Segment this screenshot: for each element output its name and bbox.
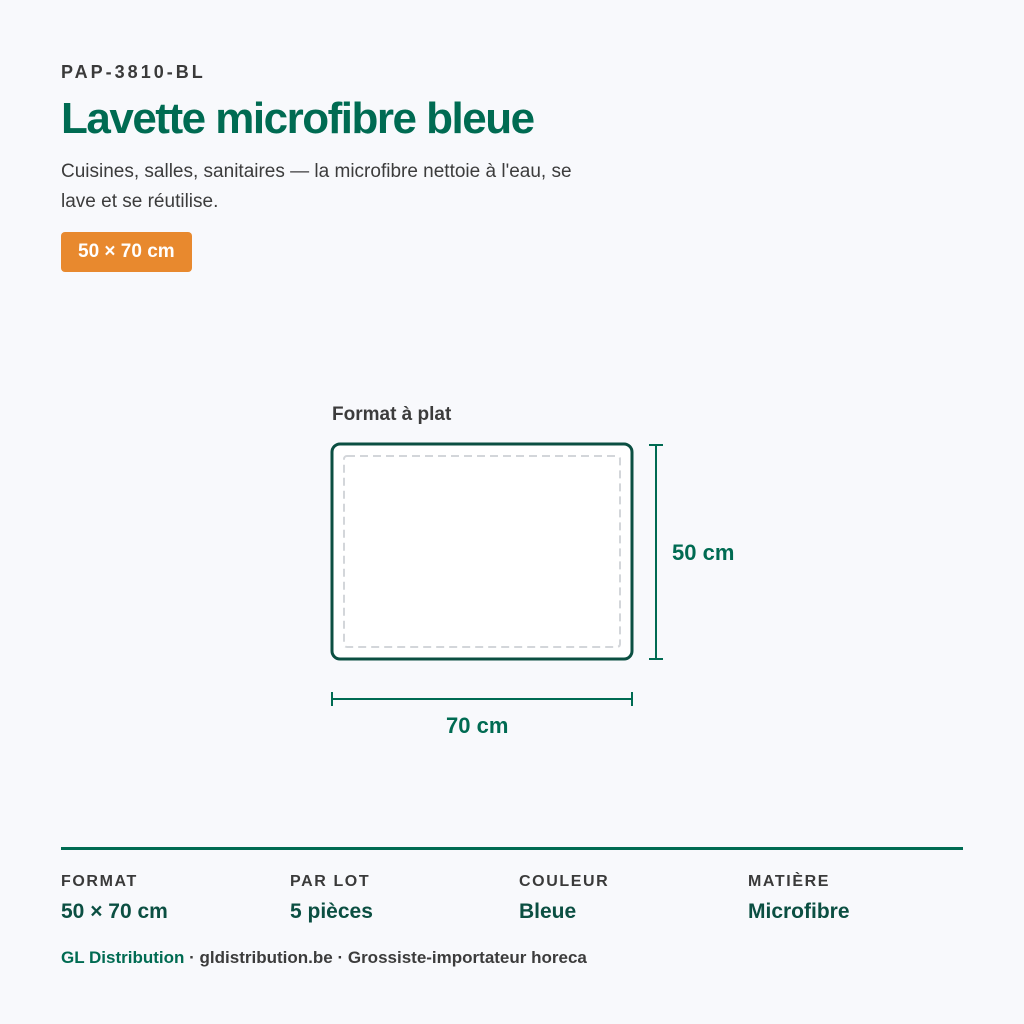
- spec-material: [748, 872, 850, 925]
- width-dimension-label: 70 cm: [446, 713, 509, 738]
- product-description: Cuisines, salles, sanitaires — la microfibre nettoie à l'eau, se lave et se réutilise.: [61, 161, 572, 212]
- cloth-outline: [332, 444, 632, 659]
- spec-per-lot: [290, 872, 373, 925]
- footer-website: gldistribution.be: [199, 948, 333, 967]
- spec-label: FORMAT: [61, 873, 138, 890]
- spec-color: [519, 872, 609, 925]
- spec-label: PAR LOT: [290, 873, 371, 890]
- footer-tagline: Grossiste-importateur horeca: [347, 948, 587, 967]
- diagram-label: Format à plat: [332, 404, 452, 425]
- footer: [61, 948, 587, 968]
- spec-label: MATIÈRE: [748, 873, 831, 890]
- height-dimension-label: 50 cm: [672, 540, 735, 565]
- product-sku: PAP-3810-BL: [61, 62, 206, 82]
- spec-value: Bleue: [519, 900, 577, 923]
- spec-format: [61, 872, 168, 925]
- spec-value: Microfibre: [748, 900, 850, 923]
- specs-divider: [61, 847, 963, 850]
- spec-value: 50 × 70 cm: [61, 900, 168, 923]
- footer-separator: ·: [189, 948, 195, 967]
- width-dimension-line: [332, 692, 632, 706]
- footer-brand: GL Distribution: [61, 948, 185, 967]
- footer-separator: ·: [337, 948, 344, 967]
- cloth-stitching: [344, 456, 620, 647]
- size-badge: 50 × 70 cm: [61, 232, 192, 272]
- product-title: Lavette microfibre bleue: [61, 94, 534, 143]
- spec-value: 5 pièces: [290, 900, 373, 923]
- spec-label: COULEUR: [519, 873, 610, 890]
- height-dimension-line: [649, 445, 663, 659]
